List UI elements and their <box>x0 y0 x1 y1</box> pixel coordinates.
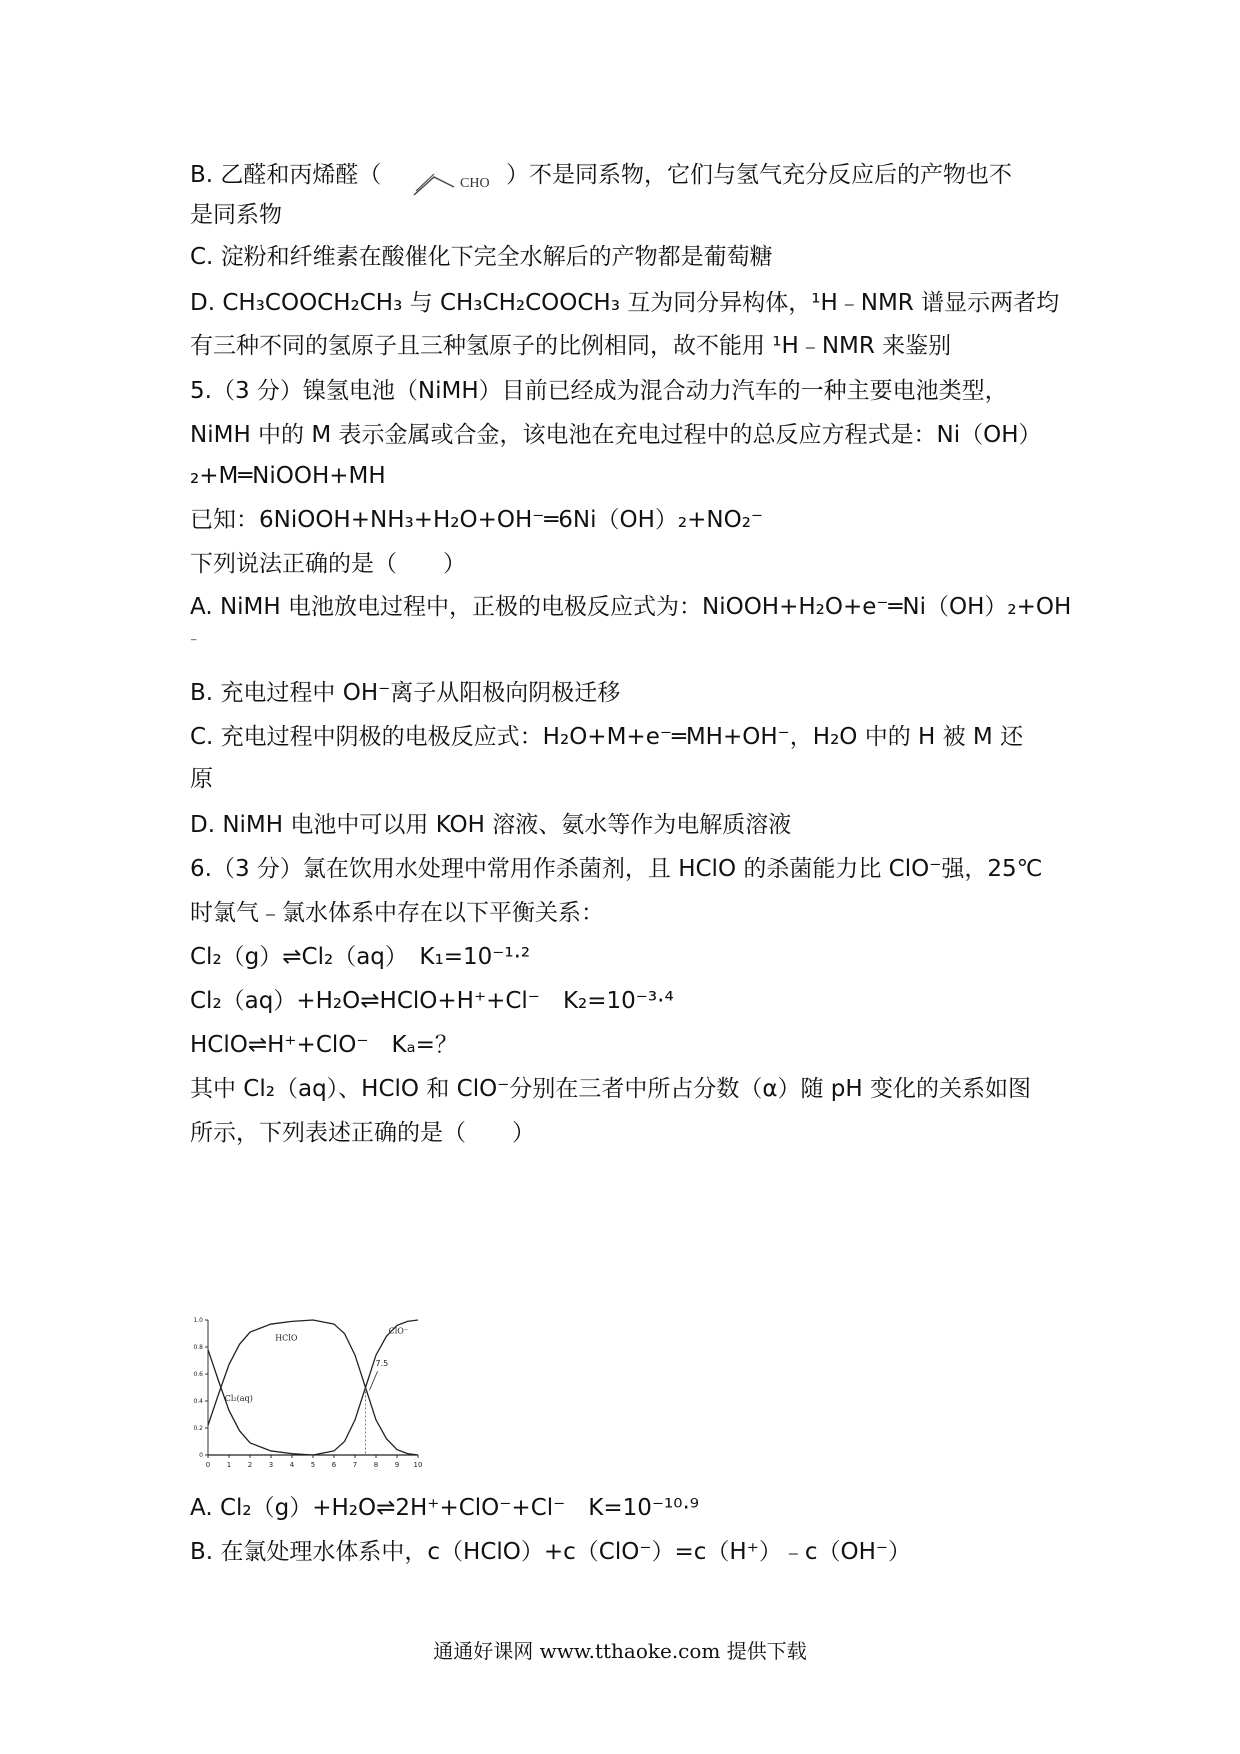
option-d-q5: D. NiMH 电池中可以用 KOH 溶液、氨水等作为电解质溶液 <box>190 812 792 838</box>
question-5-known: 已知：6NiOOH+NH₃+H₂O+OH⁻═6Ni（OH）₂+NO₂⁻ <box>190 507 764 533</box>
option-d-q4-line1: D. CH₃COOCH₂CH₃ 与 CH₃CH₂COOCH₃ 互为同分异构体，¹H﹣NMR 谱显示两者均 <box>190 290 1060 316</box>
option-c-q5-line1: C. 充电过程中阴极的电极反应式：H₂O+M+e⁻═MH+OH⁻，H₂O 中的 H 被 M 还 <box>190 724 1024 750</box>
question-5-line1: 5.（3 分）镍氢电池（NiMH）目前已经成为混合动力汽车的一种主要电池类型， <box>190 378 1008 404</box>
x-tick-label: 5 <box>310 1461 316 1469</box>
option-a-q5-line2: ⁻ <box>190 635 198 651</box>
option-b-q5: B. 充电过程中 OH⁻离子从阳极向阴极迁移 <box>190 680 621 706</box>
cho-label: CHO <box>460 176 490 191</box>
y-tick-label: 0 <box>199 1452 203 1459</box>
y-tick-label: 0.8 <box>193 1344 203 1351</box>
series-label: HClO <box>275 1333 298 1343</box>
option-d-q4-line2: 有三种不同的氢原子且三种氢原子的比例相同，故不能用 ¹H﹣NMR 来鉴别 <box>190 333 952 359</box>
distribution-chart <box>180 1310 440 1480</box>
option-c-q4: C. 淀粉和纤维素在酸催化下完全水解后的产物都是葡萄糖 <box>190 244 773 270</box>
question-5-line3: ₂+M═NiOOH+MH <box>190 463 386 489</box>
question-6-line3: 其中 Cl₂（aq）、HClO 和 ClO⁻分别在三者中所占分数（α）随 pH 变化的关系如图 <box>190 1076 1032 1102</box>
x-tick-label: 3 <box>268 1461 274 1469</box>
page-footer: 通通好课网 www.tthaoke.com 提供下载 <box>433 1639 807 1663</box>
equilibrium-2: Cl₂（aq）+H₂O⇌HClO+H⁺+Cl⁻ K₂=10⁻³·⁴ <box>190 988 674 1014</box>
series-line <box>208 1320 418 1455</box>
option-c-q5-line2: 原 <box>190 766 213 792</box>
question-5-line2: NiMH 中的 M 表示金属或合金，该电池在充电过程中的总反应方程式是：Ni（OH） <box>190 422 1042 448</box>
equilibrium-3: HClO⇌H⁺+ClO⁻ Kₐ=？ <box>190 1032 458 1058</box>
series-line <box>208 1320 418 1455</box>
option-a-q5-line1: A. NiMH 电池放电过程中，正极的电极反应式为：NiOOH+H₂O+e⁻═Ni（OH）₂+OH <box>190 594 1072 620</box>
y-tick-label: 0.6 <box>193 1371 203 1378</box>
x-tick-label: 6 <box>331 1461 337 1469</box>
x-tick-label: 10 <box>413 1461 423 1469</box>
option-b-q4-line1a: B. 乙醛和丙烯醛（ <box>190 162 382 188</box>
question-5-prompt: 下列说法正确的是（ ） <box>190 551 466 577</box>
series-label: Cl₂(aq) <box>224 1394 253 1403</box>
x-tick-label: 8 <box>373 1461 379 1469</box>
annotation-pointer <box>370 1371 378 1390</box>
question-6-line2: 时氯气﹣氯水体系中存在以下平衡关系： <box>190 900 604 926</box>
option-b-q4-line2: 是同系物 <box>190 202 282 228</box>
x-tick-label: 0 <box>205 1461 211 1469</box>
question-6-line1: 6.（3 分）氯在饮用水处理中常用作杀菌剂，且 HClO 的杀菌能力比 ClO⁻强，25℃ <box>190 856 1043 882</box>
option-b-q4-line1b: ）不是同系物，它们与氢气充分反应后的产物也不 <box>506 162 1012 188</box>
option-b-q6: B. 在氯处理水体系中，c（HClO）+c（ClO⁻）=c（H⁺）﹣c（OH⁻） <box>190 1539 912 1565</box>
question-6-line4: 所示，下列表述正确的是（ ） <box>190 1120 535 1146</box>
x-tick-label: 2 <box>247 1461 253 1469</box>
option-a-q6: A. Cl₂（g）+H₂O⇌2H⁺+ClO⁻+Cl⁻ K=10⁻¹⁰·⁹ <box>190 1495 700 1521</box>
y-tick-label: 0.4 <box>193 1398 203 1405</box>
x-tick-label: 7 <box>352 1461 358 1469</box>
acrolein-structure-image <box>412 163 502 199</box>
y-tick-label: 1.0 <box>193 1317 203 1324</box>
y-tick-label: 0.2 <box>193 1425 203 1432</box>
x-tick-label: 9 <box>394 1461 400 1469</box>
x-tick-label: 1 <box>226 1461 232 1469</box>
series-label: ClO⁻ <box>388 1326 409 1336</box>
x-tick-label: 4 <box>289 1461 295 1469</box>
equilibrium-1: Cl₂（g）⇌Cl₂（aq） K₁=10⁻¹·² <box>190 944 531 970</box>
annotation-label: 7.5 <box>375 1358 389 1368</box>
